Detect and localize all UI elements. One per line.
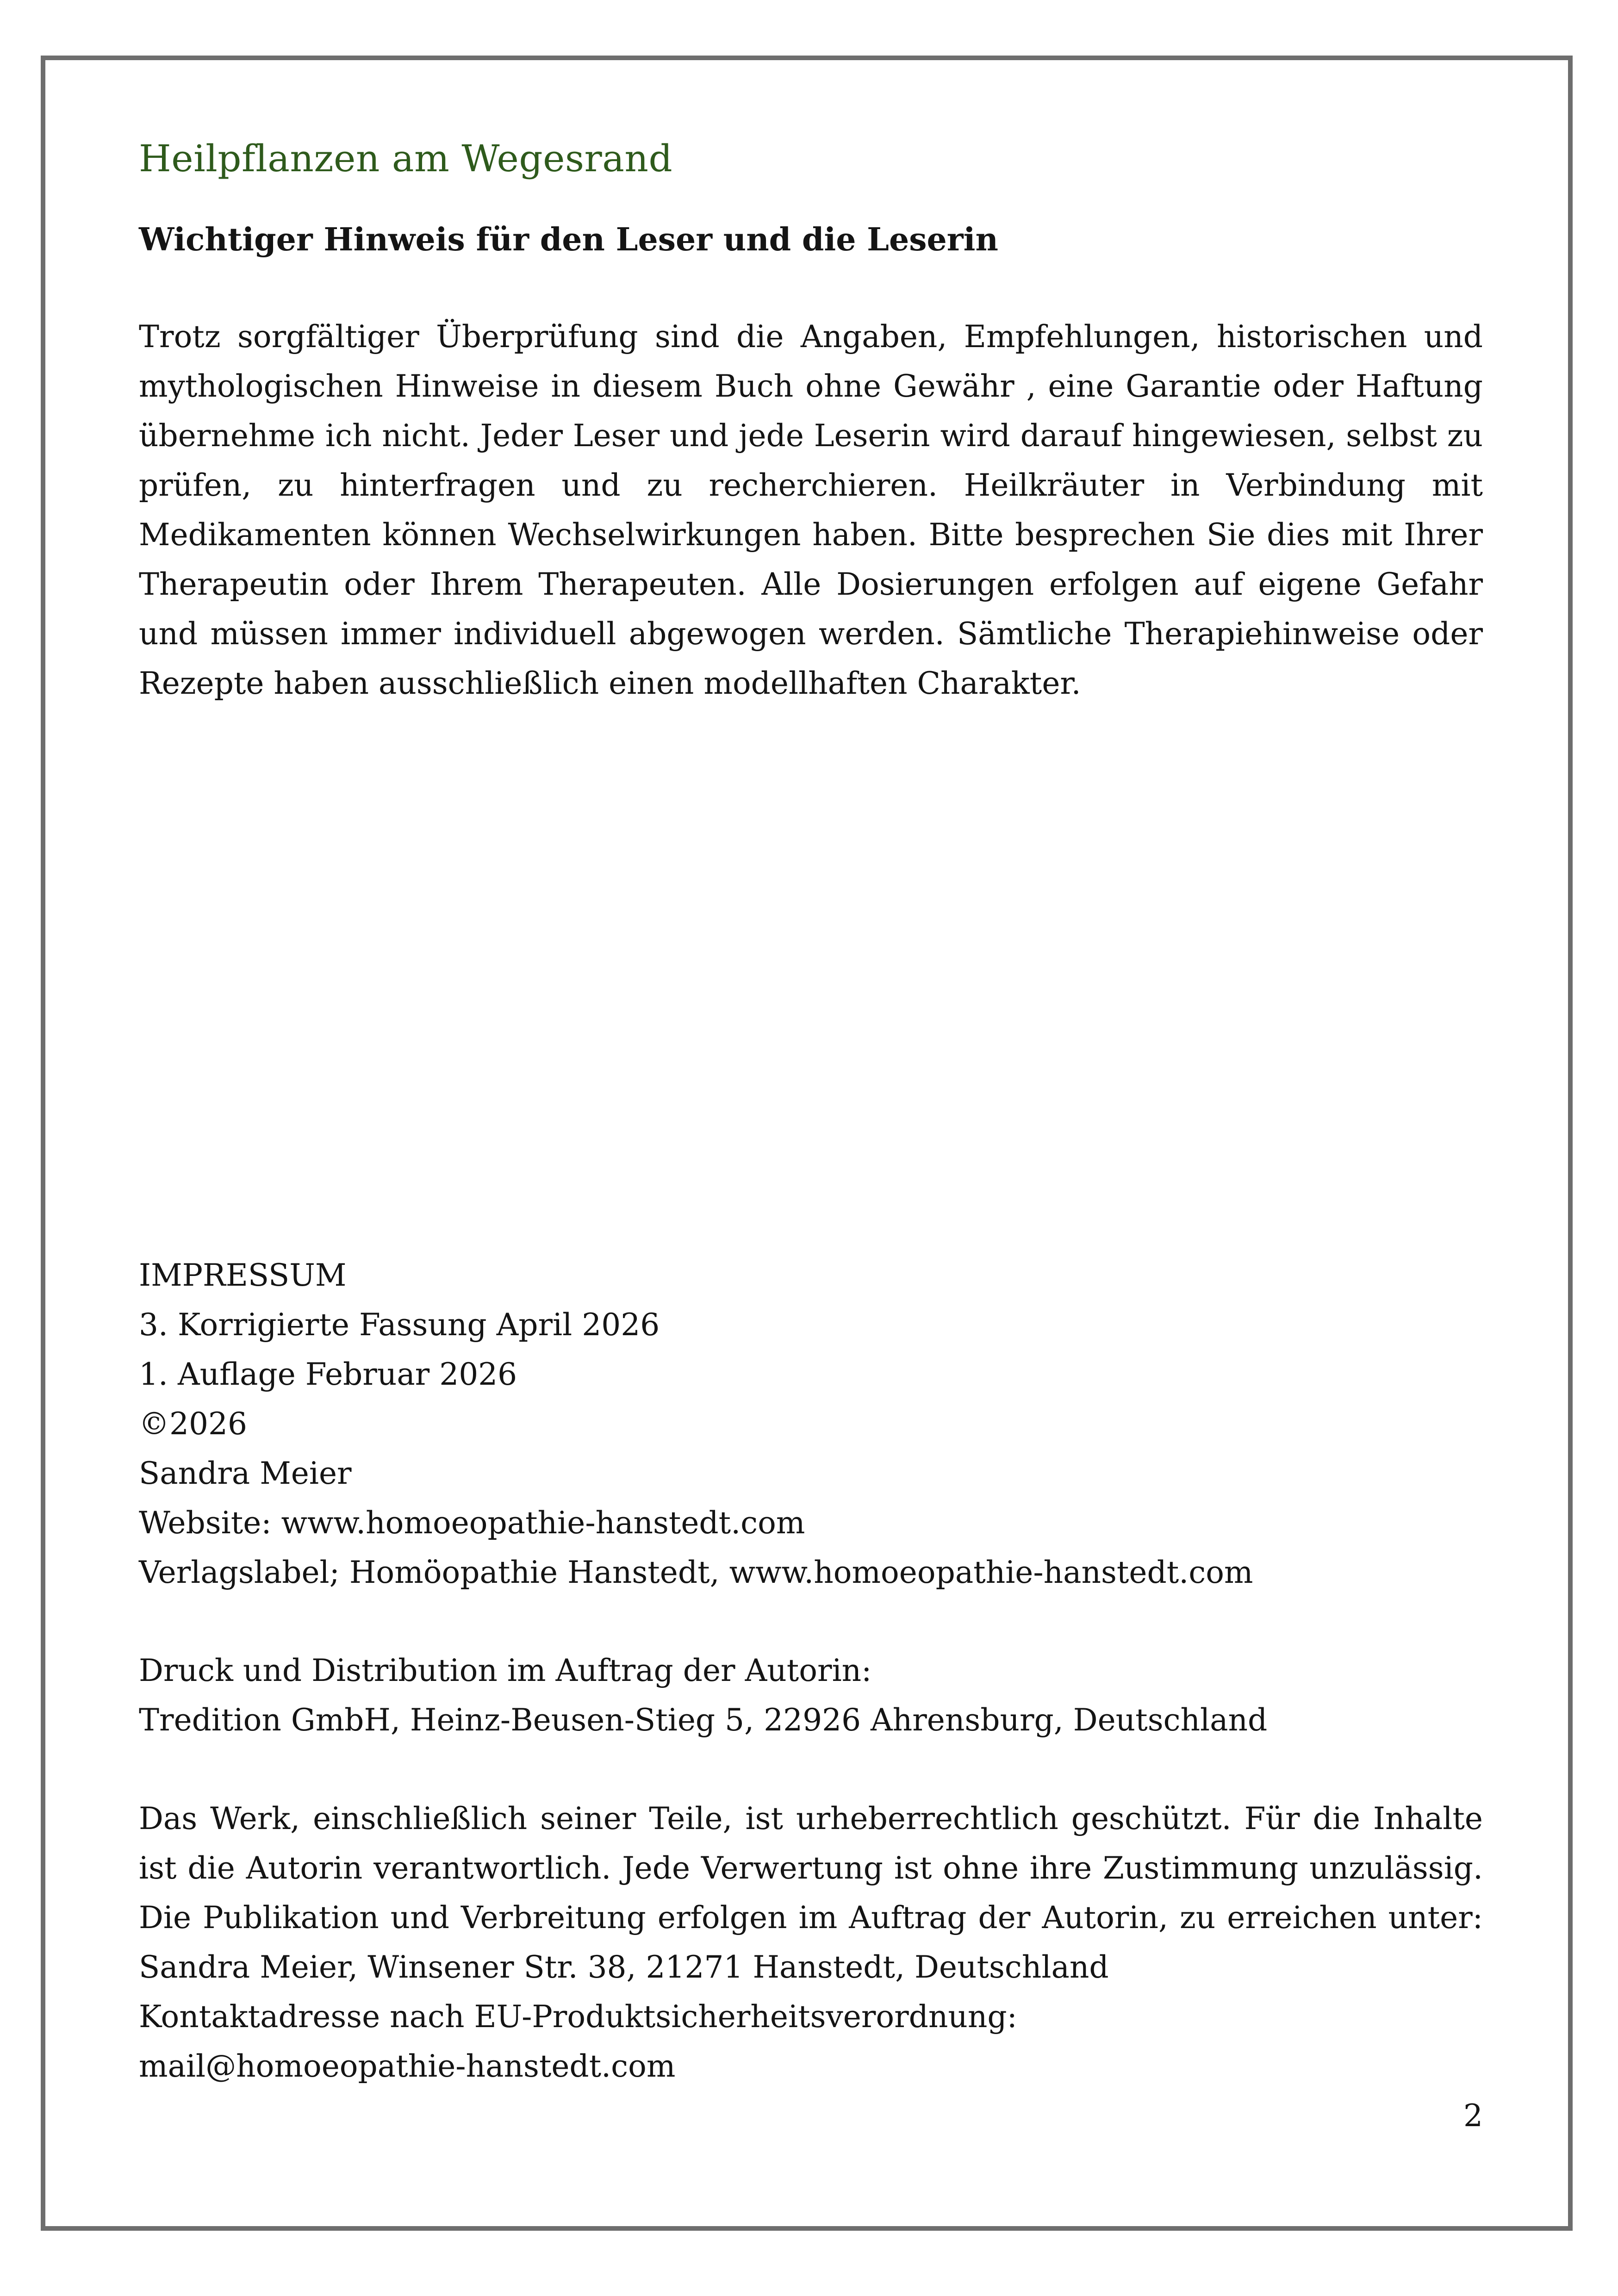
copyright-year: ©2026	[139, 1406, 247, 1442]
contact-block	[139, 1992, 1483, 2091]
distribution-block	[139, 1646, 1483, 1745]
author-name: Sandra Meier	[139, 1456, 352, 1491]
page-number: 2	[1463, 2098, 1483, 2134]
website-line: Website: www.homoeopathie-hanstedt.com	[139, 1505, 805, 1541]
imprint-heading: IMPRESSUM	[139, 1257, 347, 1293]
notice-heading: Wichtiger Hinweis für den Leser und die Leserin	[139, 221, 998, 258]
imprint-block	[139, 1251, 1483, 1597]
contact-label: Kontaktadresse nach EU-Produktsicherheitsverordnung:	[139, 1999, 1017, 2035]
edition-corrected: 3. Korrigierte Fassung April 2026	[139, 1307, 660, 1343]
distribution-intro: Druck und Distribution im Auftrag der Autorin:	[139, 1653, 872, 1688]
edition-first: 1. Auflage Februar 2026	[139, 1356, 517, 1392]
notice-body: Trotz sorgfältiger Überprüfung sind die Angaben, Empfehlungen, historischen und mythologischen Hinweise in diesem Buch ohne Gewähr , eine Garantie oder Haftung übernehme ich nicht. Jeder Leser und jede Leserin wird darauf hingewiesen, selbst zu prüfen, zu hinterfragen und zu recherchieren. Heilkräuter in Verbindung mit Medikamenten können Wechselwirkungen haben. Bitte besprechen Sie dies mit Ihrer Therapeutin oder Ihrem Therapeuten. Alle Dosierungen erfolgen auf eigene Gefahr und müssen immer individuell abgewogen werden. Sämtliche Therapiehinweise oder Rezepte haben ausschließlich einen modellhaften Charakter.	[139, 319, 1483, 701]
copyright-notice: Das Werk, einschließlich seiner Teile, ist urheberrechtlich geschützt. Für die Inhalte ist die Autorin verantwortlich. Jede Verwertung ist ohne ihre Zustimmung unzulässig. Die Publikation und Verbreitung erfolgen im Auftrag der Autorin, zu erreichen unter: Sandra Meier, Winsener Str. 38, 21271 Hanstedt, Deutschland	[139, 1801, 1483, 1985]
running-title: Heilpflanzen am Wegesrand	[139, 137, 673, 180]
distribution-address: Tredition GmbH, Heinz-Beusen-Stieg 5, 22926 Ahrensburg, Deutschland	[139, 1702, 1268, 1738]
publisher-label: Verlagslabel; Homöopathie Hanstedt, www.homoeopathie-hanstedt.com	[139, 1555, 1253, 1590]
contact-email: mail@homoeopathie-hanstedt.com	[139, 2048, 676, 2084]
